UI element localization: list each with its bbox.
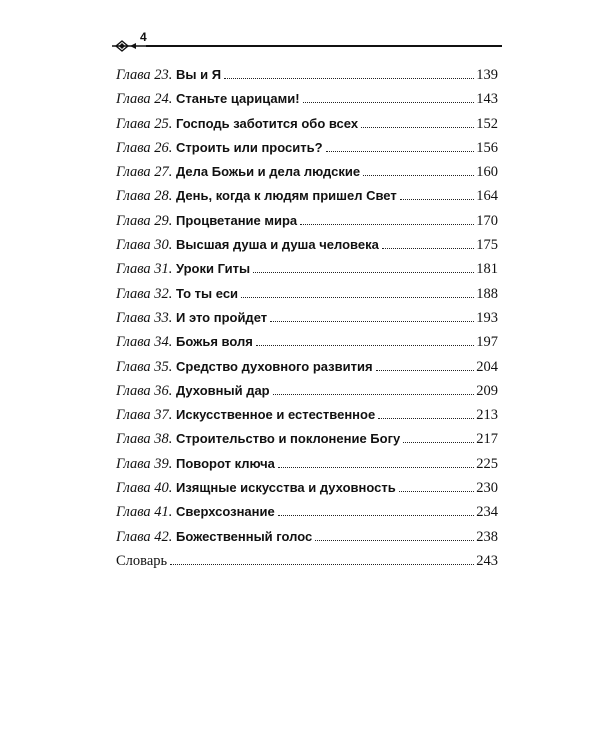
- chapter-label: Глава 42.: [116, 528, 173, 545]
- page-ref: 156: [476, 139, 498, 156]
- page-ref: 238: [476, 528, 498, 545]
- toc-entry[interactable]: [116, 406, 498, 430]
- toc-entry[interactable]: [116, 333, 498, 357]
- chapter-label: Глава 39.: [116, 455, 173, 472]
- chapter-label: Глава 27.: [116, 164, 173, 181]
- dot-leader: [403, 442, 474, 443]
- chapter-title: И это пройдет: [176, 309, 268, 325]
- chapter-title: Поворот ключа: [176, 455, 275, 471]
- dot-leader: [315, 540, 474, 541]
- toc-entry[interactable]: [116, 309, 498, 333]
- chapter-label: Глава 24.: [116, 91, 173, 108]
- chapter-title: Уроки Гиты: [176, 261, 251, 277]
- chapter-title: То ты еси: [176, 285, 239, 301]
- chapter-title: Духовный дар: [176, 382, 270, 398]
- chapter-label: Глава 23.: [116, 67, 173, 83]
- page-ref: 230: [476, 480, 498, 497]
- dot-leader: [241, 297, 474, 298]
- dot-leader: [300, 224, 474, 225]
- chapter-label: Глава 31.: [116, 261, 173, 278]
- page-ref: 209: [476, 382, 498, 399]
- toc-entry[interactable]: [116, 382, 498, 406]
- chapter-title: День, когда к людям пришел Свет: [176, 188, 397, 204]
- page-ref: 225: [476, 455, 498, 472]
- dot-leader: [382, 248, 474, 249]
- page-header: [112, 30, 502, 56]
- chapter-title: Искусственное и естественное: [176, 407, 376, 423]
- toc-entry[interactable]: [116, 479, 498, 503]
- dot-leader: [303, 102, 475, 103]
- header-rule: [146, 45, 502, 47]
- toc-entry[interactable]: [116, 285, 498, 309]
- chapter-label: Глава 37.: [116, 407, 173, 424]
- page-ref: 243: [476, 552, 498, 569]
- toc-entry[interactable]: [116, 528, 498, 552]
- chapter-label: Глава 33.: [116, 309, 173, 326]
- chapter-label: Глава 28.: [116, 188, 173, 205]
- toc-entry-glossary[interactable]: [116, 552, 498, 576]
- dot-leader: [224, 78, 474, 79]
- dot-leader: [270, 321, 474, 322]
- page-ref: 139: [476, 67, 498, 83]
- dot-leader: [256, 345, 474, 346]
- dot-leader: [376, 370, 475, 371]
- dot-leader: [326, 151, 475, 152]
- toc-entry[interactable]: [116, 163, 498, 187]
- chapter-label: Глава 38.: [116, 431, 173, 448]
- toc-entry[interactable]: [116, 430, 498, 454]
- chapter-label: Глава 29.: [116, 212, 173, 229]
- page-ref: 204: [476, 358, 498, 375]
- chapter-title: Процветание мира: [176, 212, 298, 228]
- dot-leader: [378, 418, 474, 419]
- toc-entry[interactable]: [116, 358, 498, 382]
- toc-entry[interactable]: [116, 212, 498, 236]
- page-ref: 234: [476, 504, 498, 521]
- page-ref: 160: [476, 164, 498, 181]
- toc-entry[interactable]: [116, 66, 498, 90]
- page-ref: 143: [476, 91, 498, 108]
- toc-entry[interactable]: [116, 503, 498, 527]
- chapter-title: Вы и Я: [176, 67, 222, 82]
- toc-entry[interactable]: [116, 139, 498, 163]
- chapter-label: Глава 34.: [116, 334, 173, 351]
- dot-leader: [253, 272, 474, 273]
- chapter-label: Глава 36.: [116, 382, 173, 399]
- chapter-label: Глава 41.: [116, 504, 173, 521]
- chapter-label: Глава 30.: [116, 237, 173, 254]
- chapter-title: Средство духовного развития: [176, 358, 373, 374]
- chapter-label: Глава 40.: [116, 480, 173, 497]
- table-of-contents: [116, 66, 498, 576]
- chapter-title: Строительство и поклонение Богу: [176, 431, 401, 447]
- dot-leader: [278, 515, 475, 516]
- page-ref: 217: [476, 431, 498, 448]
- page-ref: 170: [476, 212, 498, 229]
- dot-leader: [273, 394, 475, 395]
- page-ref: 175: [476, 237, 498, 254]
- page-ref: 193: [476, 309, 498, 326]
- page-ref: 197: [476, 334, 498, 351]
- chapter-label: Глава 35.: [116, 358, 173, 375]
- chapter-title: Дела Божьи и дела людские: [176, 164, 361, 180]
- dot-leader: [400, 199, 475, 200]
- toc-entry[interactable]: [116, 115, 498, 139]
- toc-entry[interactable]: [116, 455, 498, 479]
- dot-leader: [278, 467, 474, 468]
- chapter-title: Божественный голос: [176, 528, 313, 544]
- chapter-title: Строить или просить?: [176, 139, 323, 155]
- toc-entry[interactable]: [116, 236, 498, 260]
- chapter-title: Изящные искусства и духовность: [176, 480, 396, 496]
- chapter-label: Глава 26.: [116, 139, 173, 156]
- page-number: 4: [140, 30, 147, 44]
- chapter-label: Глава 25.: [116, 115, 173, 132]
- toc-entry[interactable]: [116, 187, 498, 211]
- dot-leader: [361, 127, 474, 128]
- page-ref: 213: [476, 407, 498, 424]
- page-ref: 152: [476, 115, 498, 132]
- dot-leader: [363, 175, 474, 176]
- toc-entry[interactable]: [116, 90, 498, 114]
- dot-leader: [399, 491, 475, 492]
- chapter-title: Станьте царицами!: [176, 91, 300, 107]
- toc-entry[interactable]: [116, 260, 498, 284]
- dot-leader: [170, 564, 474, 565]
- chapter-label: Глава 32.: [116, 285, 173, 302]
- chapter-title: Сверхсознание: [176, 504, 275, 520]
- chapter-title: Господь заботится обо всех: [176, 115, 359, 131]
- glossary-title: Словарь: [116, 552, 168, 569]
- page-ref: 164: [476, 188, 498, 205]
- chapter-title: Божья воля: [176, 334, 253, 350]
- page-ref: 188: [476, 285, 498, 302]
- chapter-title: Высшая душа и душа человека: [176, 237, 379, 253]
- page-ref: 181: [476, 261, 498, 278]
